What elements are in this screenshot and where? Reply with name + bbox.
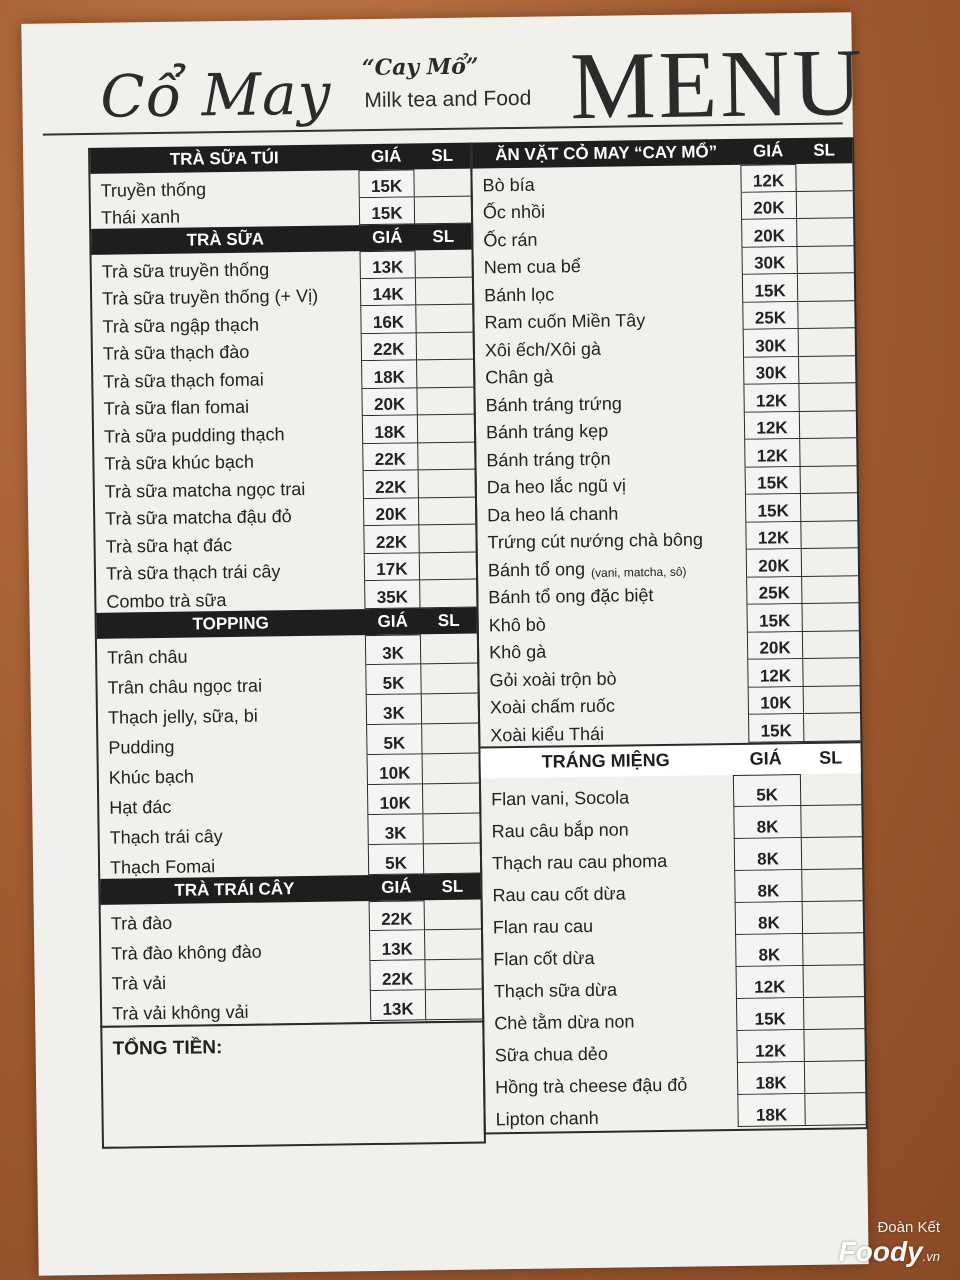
item-name-text: Rau câu bắp non — [491, 818, 629, 841]
item-name-text: Trà sữa thạch fomai — [103, 369, 264, 392]
item-name — [97, 665, 365, 699]
item-name — [91, 198, 359, 229]
item-price: 15K — [742, 274, 798, 302]
quantity-cell[interactable] — [804, 965, 864, 998]
item-name — [478, 550, 746, 581]
item-name-text: Chè tằm dừa non — [494, 1010, 635, 1033]
item-name-text: Bánh tổ ong — [487, 558, 586, 580]
tagline: Milk tea and Food — [364, 86, 532, 113]
item-name-text: Hạt đác — [109, 796, 172, 818]
quantity-cell[interactable] — [422, 723, 478, 754]
quantity-cell[interactable] — [425, 929, 481, 960]
price-header: GIÁ — [749, 748, 782, 769]
quantity-cell[interactable] — [419, 497, 475, 525]
item-price: 3K — [365, 634, 421, 665]
menu-paper — [21, 12, 868, 1275]
item-name-text: Trà sữa flan fomai — [103, 396, 250, 419]
quantity-cell[interactable] — [797, 218, 853, 246]
item-name — [92, 306, 360, 337]
item-price: 20K — [746, 549, 802, 577]
item-price: 15K — [748, 714, 804, 742]
section-title: ĂN VẶT CỎ MAY “CAY MỔ” — [495, 142, 718, 165]
section-tra-trai-cay — [100, 873, 482, 1024]
item-name — [477, 495, 745, 526]
item-name-text: Trân châu — [107, 646, 188, 668]
item-list — [472, 163, 860, 746]
item-price: 20K — [747, 632, 803, 660]
item-price: 8K — [734, 838, 802, 871]
item-price: 22K — [363, 525, 419, 553]
quantity-header: SL — [813, 140, 836, 160]
menu-item-row — [482, 837, 862, 874]
item-name-text: Trà sữa thạch đào — [102, 341, 250, 364]
item-name — [484, 1030, 736, 1066]
quantity-cell[interactable] — [422, 693, 478, 724]
quantity-cell[interactable] — [802, 869, 862, 902]
quantity-cell[interactable] — [415, 196, 471, 224]
item-name — [93, 334, 361, 365]
item-price: 13K — [369, 930, 425, 961]
quantity-cell[interactable] — [802, 548, 858, 576]
item-name-text: Trà sữa ngập thạch — [102, 314, 260, 337]
item-price: 25K — [742, 302, 798, 330]
item-name-text: Xoài kiểu Thái — [490, 723, 605, 745]
quantity-cell[interactable] — [799, 383, 855, 411]
quantity-cell[interactable] — [417, 360, 473, 388]
quantity-cell[interactable] — [799, 328, 855, 356]
item-price: 3K — [366, 694, 422, 725]
item-name-text: Bánh lọc — [483, 283, 555, 305]
item-name — [102, 991, 370, 1025]
quantity-cell[interactable] — [804, 686, 860, 714]
item-name — [481, 774, 733, 810]
menu-item-row — [485, 1061, 865, 1098]
item-price: 8K — [734, 870, 802, 903]
item-name — [92, 251, 360, 282]
item-price: 15K — [745, 467, 801, 495]
item-price: 18K — [737, 1062, 805, 1095]
item-price: 12K — [740, 164, 796, 192]
item-price: 22K — [363, 470, 419, 498]
item-name-text: Bánh tráng trộn — [486, 448, 611, 470]
section-title: TOPPING — [192, 612, 269, 634]
item-price: 15K — [736, 998, 804, 1031]
foody-logo-text: Foody — [838, 1236, 923, 1267]
quantity-cell[interactable] — [426, 989, 482, 1020]
menu-header — [21, 12, 866, 140]
price-header: GIÁ — [370, 146, 402, 166]
quantity-cell[interactable] — [416, 305, 472, 333]
menu-item-row — [100, 843, 480, 878]
item-name-text: Combo trà sữa — [106, 589, 227, 612]
item-name — [475, 330, 743, 361]
quantity-cell[interactable] — [797, 246, 853, 274]
item-name-text: Trân châu ngọc trai — [107, 675, 263, 698]
item-price: 12K — [747, 659, 803, 687]
item-name — [479, 632, 747, 663]
item-name-text: Hồng trà cheese đậu đỏ — [495, 1074, 688, 1097]
item-name-text: Trà đào không đào — [111, 941, 262, 964]
quantity-cell[interactable] — [802, 576, 858, 604]
item-name — [99, 815, 367, 849]
total-label: TỔNG TIỀN: — [112, 1037, 223, 1060]
item-name-text: Trà sữa truyền thống (+ Vị) — [102, 285, 319, 309]
item-name — [96, 581, 364, 612]
quantity-cell[interactable] — [425, 899, 481, 930]
menu-item-row — [480, 713, 860, 746]
menu-item-row — [484, 1029, 864, 1066]
item-name-text: Rau cau cốt dừa — [492, 883, 626, 905]
item-name — [95, 471, 363, 502]
item-price: 22K — [362, 443, 418, 471]
menu-item-row — [481, 773, 861, 810]
item-name-text: Thạch Fomai — [109, 855, 216, 878]
quantity-cell[interactable] — [423, 783, 479, 814]
quantity-cell[interactable] — [418, 442, 474, 470]
quantity-cell[interactable] — [424, 843, 480, 874]
quantity-cell[interactable] — [423, 813, 479, 844]
item-price: 10K — [367, 754, 423, 785]
item-name — [472, 165, 740, 196]
item-name-text: Thạch rau cau phoma — [491, 850, 668, 873]
item-name — [483, 934, 735, 970]
quantity-cell[interactable] — [799, 356, 855, 384]
menu-item-row — [96, 580, 476, 613]
quantity-cell[interactable] — [801, 773, 861, 806]
quantity-cell[interactable] — [800, 411, 856, 439]
quantity-cell[interactable] — [802, 837, 862, 870]
item-name — [484, 998, 736, 1034]
item-price: 15K — [745, 494, 801, 522]
item-price: 8K — [735, 902, 803, 935]
item-name-text: Flan rau cau — [492, 915, 594, 937]
item-name-text: Flan vani, Socola — [491, 786, 630, 809]
item-name — [477, 467, 745, 498]
item-list — [92, 250, 477, 613]
item-name — [95, 499, 363, 530]
price-header: GIÁ — [381, 876, 412, 897]
item-name — [479, 660, 747, 691]
item-name-text: Thạch jelly, sữa, bi — [107, 705, 258, 728]
quantity-cell[interactable] — [419, 525, 475, 553]
item-name — [477, 522, 745, 553]
item-price: 10K — [367, 784, 423, 815]
quantity-cell[interactable] — [804, 997, 864, 1030]
item-name-text: Trà sữa pudding thạch — [103, 423, 285, 447]
quantity-cell[interactable] — [804, 713, 860, 741]
item-name — [479, 605, 747, 636]
item-name — [484, 966, 736, 1002]
item-price: 25K — [746, 577, 802, 605]
item-name-text: Pudding — [108, 736, 175, 758]
item-price: 12K — [744, 439, 800, 467]
quantity-cell[interactable] — [798, 273, 854, 301]
item-price: 30K — [743, 357, 799, 385]
quantity-header: SL — [818, 747, 843, 768]
item-name — [474, 302, 742, 333]
section-tra-sua — [91, 224, 476, 613]
item-name — [473, 220, 741, 251]
item-price: 30K — [741, 247, 797, 275]
left-column — [88, 143, 484, 1060]
item-name-text: Truyền thống — [100, 178, 207, 201]
section-tra-sua-tui — [90, 143, 471, 229]
section-an-vat — [472, 137, 860, 746]
item-name — [90, 170, 358, 201]
item-name-text: Thạch trái cây — [109, 825, 223, 848]
item-price: 35K — [364, 580, 420, 608]
item-list — [90, 169, 471, 229]
item-name — [481, 806, 733, 842]
quantity-header: SL — [441, 876, 464, 896]
item-price: 20K — [741, 219, 797, 247]
quantity-cell[interactable] — [805, 1093, 865, 1126]
item-name-text: Trà vải — [111, 972, 167, 994]
price-header: GIÁ — [752, 141, 784, 161]
item-name — [480, 715, 748, 746]
item-price: 20K — [363, 498, 419, 526]
item-price: 12K — [744, 412, 800, 440]
item-name-text: Da heo lắc ngũ vị — [486, 475, 627, 498]
item-price: 20K — [361, 388, 417, 416]
item-price: 20K — [741, 192, 797, 220]
quantity-header: SL — [437, 610, 460, 630]
item-price: 8K — [735, 934, 803, 967]
item-price: 5K — [733, 774, 801, 807]
item-name-text: Ram cuốn Miền Tây — [484, 310, 646, 333]
item-name-text: Bánh tráng kẹp — [485, 420, 609, 443]
item-list — [481, 773, 866, 1130]
item-price: 15K — [358, 169, 414, 197]
item-price: 22K — [361, 333, 417, 361]
item-name-text: Thạch sữa dừa — [493, 979, 618, 1001]
item-name-text: Trà đào — [110, 912, 173, 934]
quantity-cell[interactable] — [416, 277, 472, 305]
section-title: TRÁNG MIỆNG — [541, 749, 670, 772]
item-price: 5K — [366, 724, 422, 755]
item-note: (vani, matcha, sô) — [591, 564, 687, 580]
quantity-cell[interactable] — [805, 1061, 865, 1094]
item-name — [485, 1094, 737, 1130]
item-name-text: Sữa chua dẻo — [494, 1043, 609, 1065]
section-title: TRÀ SỮA — [186, 229, 265, 250]
item-name — [482, 870, 734, 906]
item-name-text: Bánh tráng trứng — [485, 393, 622, 415]
brand-name: Cổ May — [99, 59, 332, 131]
item-name-text: Trứng cút nướng chà bông — [487, 529, 704, 553]
item-price: 3K — [367, 814, 423, 845]
item-name-text: Trà sữa thạch trái cây — [105, 561, 281, 584]
item-price: 13K — [370, 990, 426, 1021]
item-name — [478, 577, 746, 608]
quantity-cell[interactable] — [803, 631, 859, 659]
item-name-text: Xôi ếch/Xôi gà — [484, 338, 602, 360]
quantity-cell[interactable] — [418, 415, 474, 443]
quantity-cell[interactable] — [425, 959, 481, 990]
item-name-text: Bò bía — [482, 174, 535, 195]
item-name-text: Trà sữa truyền thống — [101, 258, 270, 282]
item-name — [95, 526, 363, 557]
menu-item-row — [482, 869, 862, 906]
item-name-text: Bánh tổ ong đặc biệt — [488, 585, 654, 608]
menu-item-row — [481, 805, 861, 842]
quantity-header: SL — [431, 145, 454, 166]
item-price: 18K — [362, 415, 418, 443]
right-column — [470, 137, 868, 1134]
item-name-text: Gỏi xoài trộn bò — [489, 668, 617, 690]
item-name — [93, 389, 361, 420]
quantity-cell[interactable] — [421, 633, 477, 664]
item-price: 10K — [748, 686, 804, 714]
item-list — [101, 899, 483, 1024]
menu-item-row — [483, 933, 863, 970]
item-price: 16K — [360, 305, 416, 333]
item-name-text: Trà sữa matcha đậu đỏ — [105, 506, 292, 529]
section-title: TRÀ TRÁI CÂY — [174, 878, 295, 900]
item-name-text: Khô bò — [488, 614, 546, 635]
item-name-text: Da heo lá chanh — [487, 503, 619, 525]
item-price: 22K — [369, 900, 425, 931]
item-price: 18K — [361, 360, 417, 388]
item-name — [93, 361, 361, 392]
quantity-header: SL — [432, 226, 455, 247]
item-price: 12K — [745, 522, 801, 550]
item-name-text: Nem cua bể — [483, 256, 581, 278]
item-name — [99, 755, 367, 789]
item-name-text: Ốc rán — [483, 229, 538, 250]
item-name — [98, 695, 366, 729]
item-name — [485, 1062, 737, 1098]
item-name-text: Khúc bạch — [108, 766, 195, 788]
price-header: GIÁ — [377, 611, 408, 631]
total-box — [100, 1020, 486, 1148]
quantity-cell[interactable] — [414, 169, 470, 197]
section-trang-mieng — [480, 741, 865, 1130]
item-name-text: Lipton chanh — [495, 1107, 599, 1129]
quantity-cell[interactable] — [803, 933, 863, 966]
watermark — [839, 1219, 940, 1268]
quantity-cell[interactable] — [796, 163, 852, 191]
menu-item-row — [485, 1093, 865, 1130]
item-name — [473, 192, 741, 223]
quantity-cell[interactable] — [801, 521, 857, 549]
quantity-cell[interactable] — [416, 250, 472, 278]
menu-item-row — [483, 901, 863, 938]
item-name-text: Trà sữa khúc bạch — [104, 451, 255, 474]
quantity-cell[interactable] — [800, 438, 856, 466]
quantity-cell[interactable] — [419, 470, 475, 498]
item-name — [98, 725, 366, 759]
menu-item-row — [484, 997, 864, 1034]
item-price: 12K — [736, 966, 804, 999]
item-name — [99, 785, 367, 819]
item-name-text: Ốc nhồi — [482, 201, 546, 223]
item-price: 8K — [733, 806, 801, 839]
item-name — [482, 838, 734, 874]
item-price: 15K — [746, 604, 802, 632]
item-name — [476, 440, 744, 471]
item-name-text: Trà vải không vải — [111, 1001, 249, 1024]
item-price: 12K — [736, 1030, 804, 1063]
quantity-cell[interactable] — [423, 753, 479, 784]
item-price: 13K — [360, 250, 416, 278]
item-price: 14K — [360, 278, 416, 306]
item-name — [480, 687, 748, 718]
quantity-cell[interactable] — [802, 603, 858, 631]
item-price: 18K — [737, 1094, 805, 1127]
quantity-cell[interactable] — [801, 466, 857, 494]
item-name — [94, 416, 362, 447]
tagline-quote: “Cay Mổ” — [361, 53, 479, 82]
quantity-cell[interactable] — [801, 805, 861, 838]
item-name — [483, 902, 735, 938]
item-price: 17K — [364, 553, 420, 581]
item-name-text: Thái xanh — [100, 206, 181, 228]
foody-logo — [839, 1236, 940, 1268]
item-name — [96, 554, 364, 585]
quantity-cell[interactable] — [803, 901, 863, 934]
menu-title: MENU — [569, 28, 866, 140]
item-price: 30K — [743, 329, 799, 357]
item-name — [101, 961, 369, 995]
quantity-cell[interactable] — [421, 663, 477, 694]
section-title: TRÀ SỮA TÚI — [169, 148, 279, 169]
section-topping — [97, 607, 481, 878]
watermark-location: Đoàn Kết — [877, 1219, 940, 1236]
item-price: 5K — [368, 844, 424, 875]
item-name-text: Chân gà — [485, 366, 554, 388]
item-name — [474, 247, 742, 278]
quantity-cell[interactable] — [803, 658, 859, 686]
quantity-cell[interactable] — [420, 580, 476, 608]
section-header — [480, 741, 860, 778]
item-price: 15K — [359, 197, 415, 225]
quantity-cell[interactable] — [798, 301, 854, 329]
price-header: GIÁ — [372, 227, 403, 247]
menu-item-row — [484, 965, 864, 1002]
foody-logo-suffix: .vn — [922, 1249, 940, 1264]
item-name — [97, 635, 365, 669]
quantity-cell[interactable] — [801, 493, 857, 521]
item-name — [100, 845, 368, 879]
quantity-cell[interactable] — [420, 552, 476, 580]
item-price: 5K — [365, 664, 421, 695]
item-name — [475, 357, 743, 388]
quantity-cell[interactable] — [417, 387, 473, 415]
item-list — [97, 633, 480, 878]
item-name — [474, 275, 742, 306]
item-name — [476, 412, 744, 443]
item-price: 22K — [369, 960, 425, 991]
item-name-text: Xoài chấm ruốc — [489, 695, 616, 718]
item-name — [101, 931, 369, 965]
item-name — [94, 444, 362, 475]
item-name — [475, 385, 743, 416]
menu-item-row — [91, 196, 471, 229]
quantity-cell[interactable] — [804, 1029, 864, 1062]
item-name-text: Trà sữa hạt đác — [105, 534, 233, 557]
quantity-cell[interactable] — [417, 332, 473, 360]
item-price: 12K — [743, 384, 799, 412]
menu-item-row — [102, 989, 482, 1024]
item-name — [92, 279, 360, 310]
item-name — [101, 901, 369, 935]
item-name-text: Trà sữa matcha ngọc trai — [104, 478, 306, 502]
quantity-cell[interactable] — [797, 191, 853, 219]
item-name-text: Khô gà — [488, 641, 547, 663]
item-name-text: Flan cốt dừa — [493, 947, 595, 969]
